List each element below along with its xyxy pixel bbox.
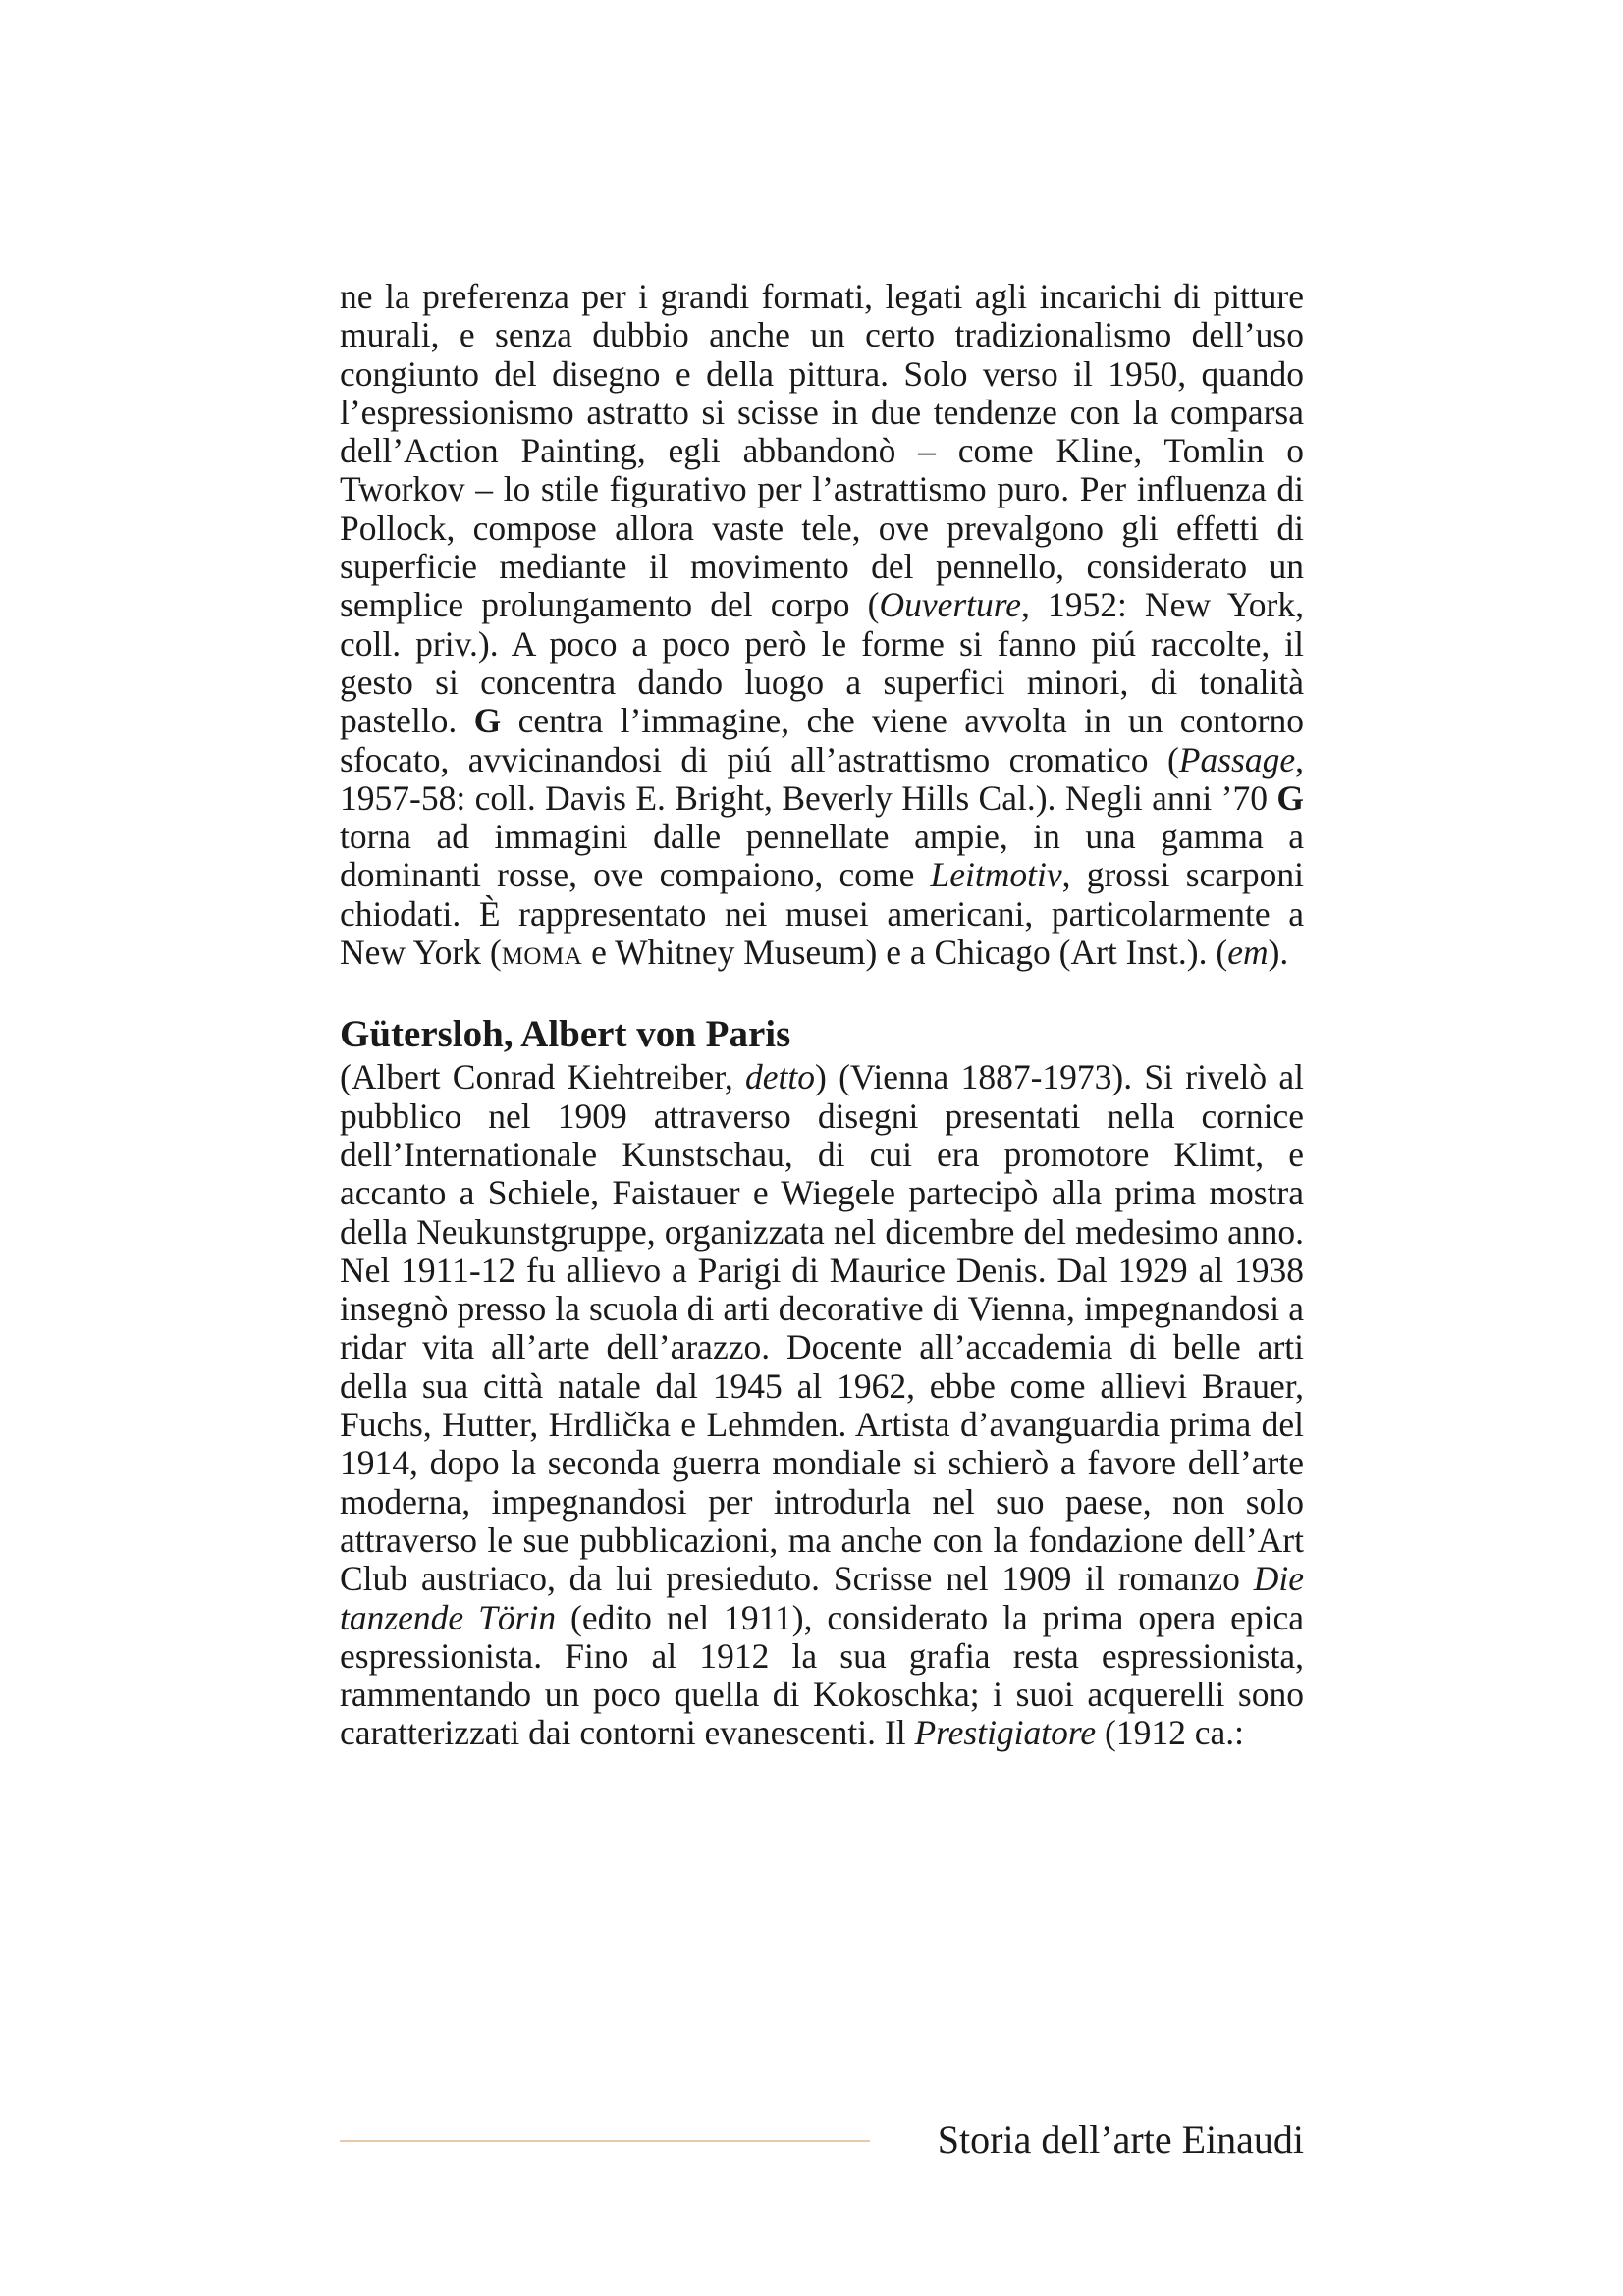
artist-initial: G xyxy=(1276,777,1304,818)
museum-abbreviation: moma xyxy=(501,933,583,973)
text-run: ) (Vienna 1887-1973). Si rivelò al pubblico nel 1909 attraverso disegni presentati nella cornice dell’Internationale Kunstschau, di cui era promotore Klimt, e accanto a Schiele, Faistauer e Wiegele partecipò alla prima mostra della Neukunstgruppe, organizzata nel dicembre del medesimo anno. Nel 1911-12 fu allievo a Parigi di Maurice Denis. Dal 1929 al 1938 insegnò presso la scuola di arti decorative di Vienna, impegnandosi a ridar vita all’arte dell’arazzo. Docente all’accademia di belle arti della sua città natale dal 1945 al 1962, ebbe come allievi Brauer, Fuchs, Hutter, Hrdlička e Lehmden. Artista d’avanguardia prima del 1914, dopo la seconda guerra mondiale si schierò a favore dell’arte moderna, impegnandosi per introdurla nel suo paese, non solo attraverso le sue pubblicazioni, ma anche con la fondazione dell’Art Club austriaco, da lui presieduto. Scrisse nel 1909 il romanzo xyxy=(340,1057,1304,1599)
text-run: , grossi scarponi chiodati. È rappresentato nei musei americani, particolarmente a New York ( xyxy=(340,855,1304,973)
artwork-title: Ouverture xyxy=(879,585,1022,625)
text-column xyxy=(340,278,1304,1753)
text-run: (edito nel 1911), considerato la prima opera epica espressionista. Fino al 1912 la sua grafia resta espressionista, rammentando un poco quella di Kokoschka; i suoi acquerelli sono caratterizzati dai contorni evanescenti. Il xyxy=(340,1597,1305,1753)
italic-term: Leitmotiv xyxy=(930,855,1062,895)
text-run: ne la preferenza per i grandi formati, legati agli incarichi di pitture murali, e senza dubbio anche un certo tradizionalismo dell’uso congiunto del disegno e della pittura. Solo verso il 1950, quando l’espressionismo astratto si scisse in due tendenze con la comparsa dell’Action Painting, egli abbandonò – come Kline, Tomlin o Tworkov – lo stile figurativo per l’astrattismo puro. Per influenza di Pollock, compose allora vaste tele, ove prevalgono gli effetti di superficie mediante il movimento del pennello, considerato un semplice prolungamento del corpo ( xyxy=(340,277,1304,625)
entry-heading: Gütersloh, Albert von Paris xyxy=(340,1013,791,1056)
entry-body-paragraph xyxy=(340,1058,1304,1752)
italic-term: detto xyxy=(744,1057,815,1097)
text-run: (Albert Conrad Kiehtreiber, xyxy=(340,1057,745,1097)
text-run: , 1957-58: coll. Davis E. Bright, Beverly Hills Cal.). Negli anni ’70 xyxy=(340,739,1304,818)
text-run: ). xyxy=(1268,933,1289,973)
text-run: centra l’immagine, che viene avvolta in un contorno sfocato, avvicinandosi di piú all’astrattismo cromatico ( xyxy=(340,701,1304,779)
text-run: (1912 ca.: xyxy=(1096,1713,1244,1753)
text-run: torna ad immagini dalle pennellate ampie, in una gamma a dominanti rosse, ove compaiono, come xyxy=(340,817,1304,895)
text-run: e Whitney Museum) e a Chicago (Art Inst.). ( xyxy=(582,933,1228,973)
text-run: , 1952: New York, coll. priv.). A poco a poco però le forme si fanno piú raccolte, il gesto si concentra dando luogo a superfici minori, di tonalità pastello. xyxy=(340,585,1304,741)
entry-continuation-paragraph xyxy=(340,278,1304,972)
footer-rule xyxy=(340,2140,870,2142)
artwork-title: Passage xyxy=(1178,739,1296,779)
author-initials: em xyxy=(1227,933,1269,973)
artist-initial: G xyxy=(473,701,502,741)
page-footer xyxy=(340,2110,1304,2169)
artwork-title: Prestigiatore xyxy=(914,1713,1097,1753)
novel-title: Die tanzende Törin xyxy=(340,1559,1304,1637)
footer-title: Storia dell’arte Einaudi xyxy=(937,2117,1304,2162)
